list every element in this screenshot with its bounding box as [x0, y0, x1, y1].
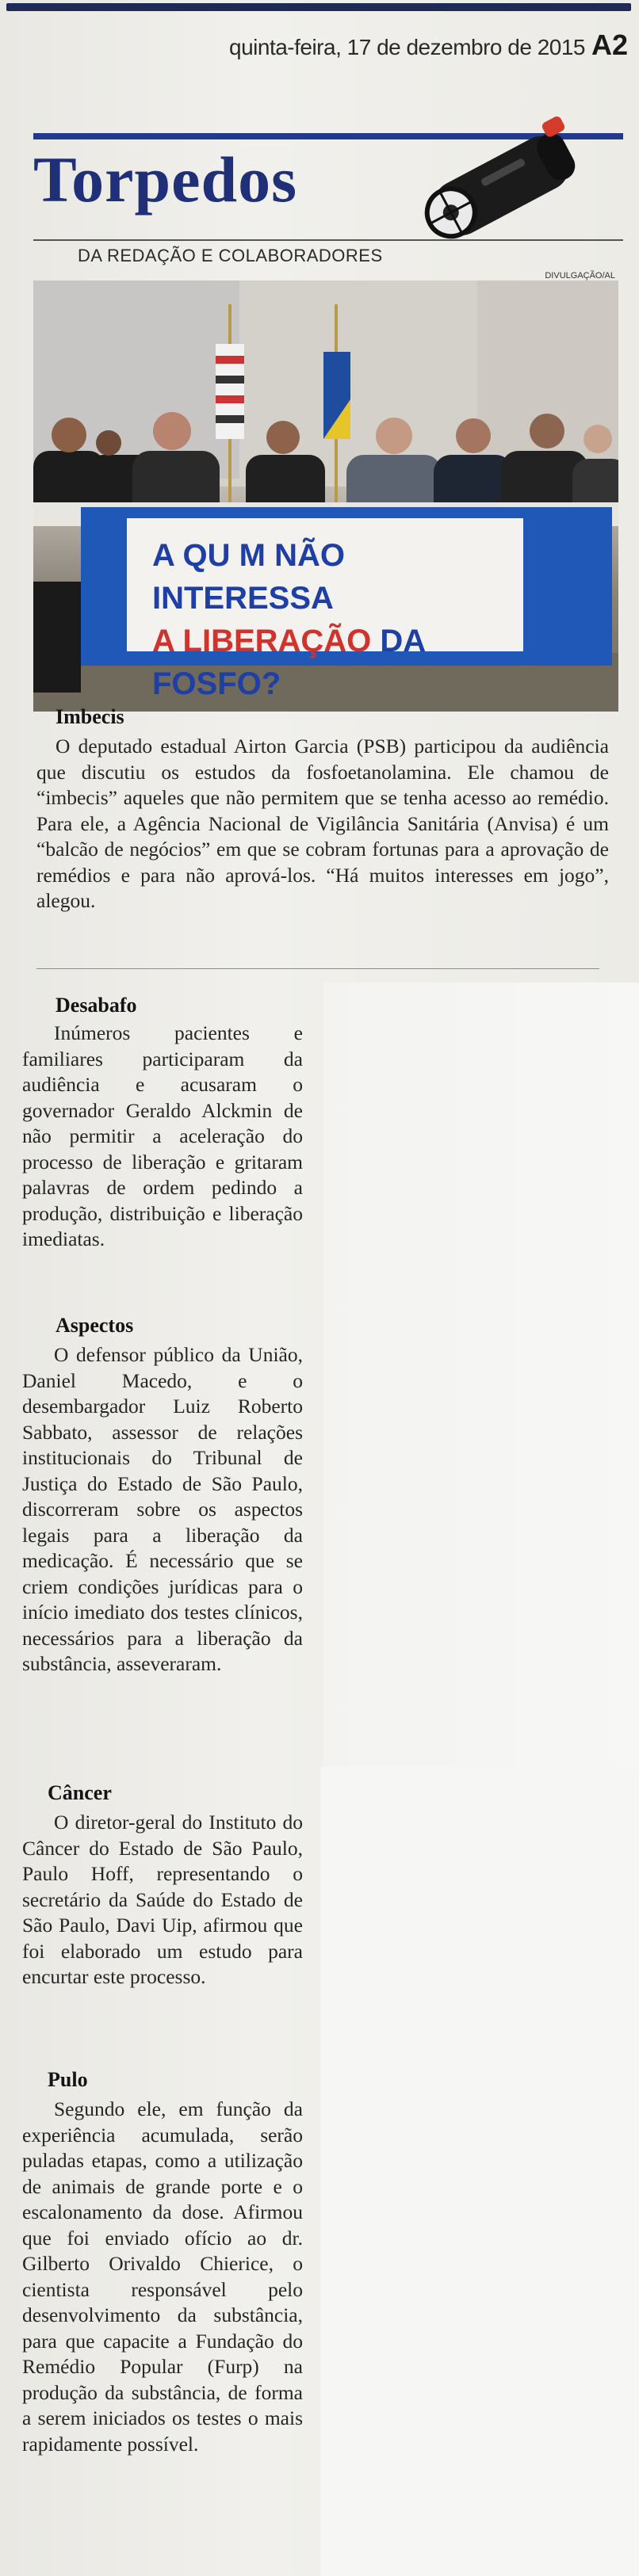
banner-text: [152, 534, 533, 705]
page-number: A2: [591, 29, 628, 61]
article-body: Inúmeros pacientes e familiares participaram da audiência e acusaram o governador Geraldo Alckmin de não permitir a aceleração do processo de liberação e gritaram palavras de ordem pedindo a produção, distribuição e liberação imediatas.: [22, 1021, 303, 1250]
article-heading: Imbecis: [55, 705, 124, 728]
top-rule: [6, 3, 631, 11]
article-divider: [36, 968, 599, 969]
news-photo: [33, 280, 618, 712]
dateline: quinta-feira, 17 de dezembro de 2015: [229, 35, 585, 59]
article-body: O defensor público da União, Daniel Macedo, e o desembargador Luiz Roberto Sabbato, assessor de relações institucionais do Tribunal de Justiça do Estado de São Paulo, discorreram sobre os aspectos legais para a liberação da medicação. É necessário que se criem condições jurídicas para o início imediato dos testes clínicos, necessários para a liberação da substância, asseveraram.: [22, 1343, 303, 1675]
article-heading: Desabafo: [55, 994, 137, 1017]
banner-line-2: [152, 620, 533, 705]
section-subtitle: DA REDAÇÃO E COLABORADORES: [78, 246, 383, 265]
blank-column-lower: [320, 1767, 639, 2576]
article-body: O diretor-geral do Instituto do Câncer do Estado de São Paulo, Paulo Hoff, representando o secretário da Saúde do Estado de São Paulo, Davi Uip, afirmou que foi elaborado um estudo para encurtar este processo.: [22, 1811, 303, 1988]
article-heading: Aspectos: [55, 1314, 134, 1337]
banner-line-2-blue: DA FOSFO?: [152, 624, 425, 701]
article-body: Segundo ele, em função da experiência acumulada, serão puladas etapas, como a utilização de animais de grande porte e o escalonamento da dose. Afirmou que foi enviado ofício ao dr. Gilberto Orivaldo Chierice, o cientista responsável pelo desenvolvimento da substância, para que capacite a Fundação do Remédio Popular (Furp) na produção da substância, de forma a serem iniciados os testes o mais rapidamente possível.: [22, 2097, 303, 2456]
article-body: O deputado estadual Airton Garcia (PSB) participou da audiência que discutiu os estudos da fosfoetanolamina. Ele chamou de “imbecis” aqueles que não permitem que se tenha acesso ao remédio. Para ele, a Agência Nacional de Vigilância Sanitária (Anvisa) é um “balcão de negócios” em que se cobram fortunas para a aprovação de remédios e para não aprová-los. “Há muitos interesses em jogo”, alegou.: [36, 735, 609, 912]
torpedo-logo-icon: [396, 95, 603, 269]
section-title: Torpedos: [33, 143, 298, 216]
banner-line-2-red: A LIBERAÇÃO: [152, 624, 372, 658]
article-heading: Câncer: [48, 1781, 112, 1804]
photo-credit: DIVULGAÇÃO/AL: [545, 271, 615, 280]
article-heading: Pulo: [48, 2068, 88, 2091]
banner-line-1: A QU M NÃO INTERESSA: [152, 538, 345, 616]
